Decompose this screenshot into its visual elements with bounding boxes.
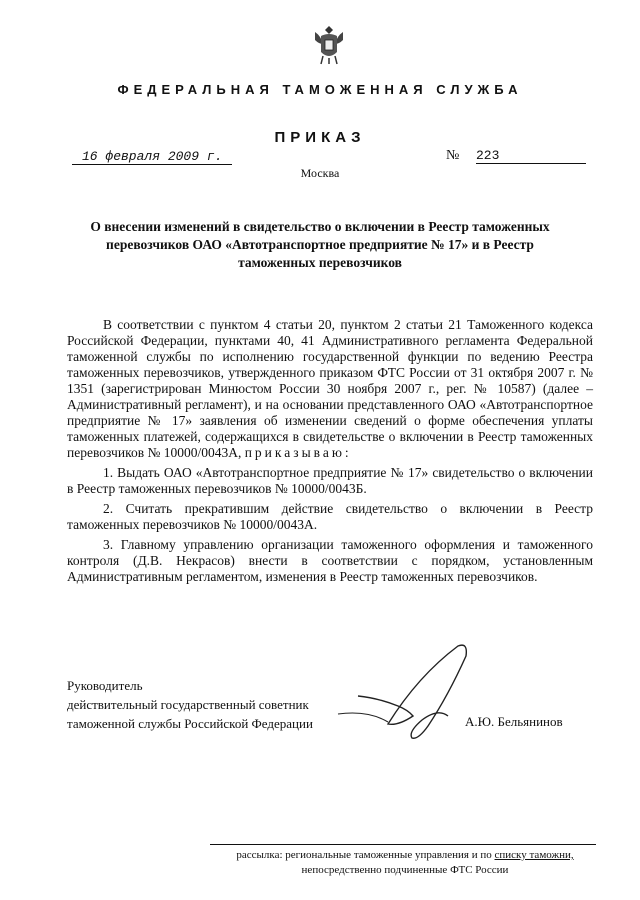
agency-title: ФЕДЕРАЛЬНАЯ ТАМОЖЕННАЯ СЛУЖБА	[117, 82, 523, 97]
distribution-line-2: непосредственно подчиненные ФТС России	[301, 864, 509, 876]
preamble-text: В соответствии с пунктом 4 статьи 20, пунктом 2 статьи 21 Таможенного кодекса Российской Федерации, пунктами 40, 41 Административного регламента Федеральной таможенной службы по исполнению государственной функции по ведению Реестра таможенных перевозчиков, утвержденного приказом ФТС России от 31 октября 2007 г. № 1351 (зарегистрирован Минюстом России 30 ноября 2007 г., рег. № 10587) (далее – Административный регламент), и на основании представленного ОАО «Автотранспортное предприятие № 17» заявления об изменении сведений о форме обеспечения уплаты таможенных платежей, содержащихся в свидетельстве о включении в Реестр таможенных перевозчиков № 10000/0043А,	[67, 317, 593, 460]
item-1: 1. Выдать ОАО «Автотранспортное предприятие № 17» свидетельство о включении в Реестр таможенных перевозчиков № 10000/0043Б.	[67, 465, 593, 496]
city: Москва	[300, 166, 340, 180]
distribution-line-1	[210, 848, 600, 863]
signatory-line-3: таможенной службы Российской Федерации	[67, 716, 313, 731]
number-value: 223	[476, 148, 586, 164]
order-date: 16 февраля 2009 г.	[72, 150, 232, 165]
distribution-link: списку таможни,	[494, 849, 574, 861]
russian-coat-of-arms-icon	[311, 22, 347, 66]
order-number	[446, 148, 590, 164]
number-sign: №	[446, 148, 460, 163]
order-subject: О внесении изменений в свидетельство о включении в Реестр таможенных перевозчиков ОАО «Автотранспортное предприятие № 17» и в Реестр таможенных перевозчиков	[90, 219, 550, 270]
document-type: ПРИКАЗ	[274, 129, 366, 146]
signatory-line-1: Руководитель	[67, 678, 143, 693]
item-3: 3. Главному управлению организации таможенного оформления и таможенного контроля (Д.В. Некрасов) внести в соответствии с порядком, установленным Административным регламентом, изменения в Реестр таможенных перевозчиков.	[67, 537, 593, 584]
order-body	[67, 317, 593, 589]
signatory-line-2: действительный государственный советник	[67, 697, 309, 712]
signatory-name: А.Ю. Бельянинов	[465, 714, 563, 729]
handwritten-signature	[318, 636, 478, 746]
distribution-note	[210, 848, 600, 878]
preamble-paragraph	[67, 317, 593, 461]
command-word: приказываю:	[244, 445, 352, 460]
item-2: 2. Считать прекратившим действие свидетельство о включении в Реестр таможенных перевозчиков № 10000/0043А.	[67, 501, 593, 532]
footer-divider	[210, 844, 596, 845]
distribution-prefix: рассылка: региональные таможенные управления и по	[236, 849, 495, 861]
